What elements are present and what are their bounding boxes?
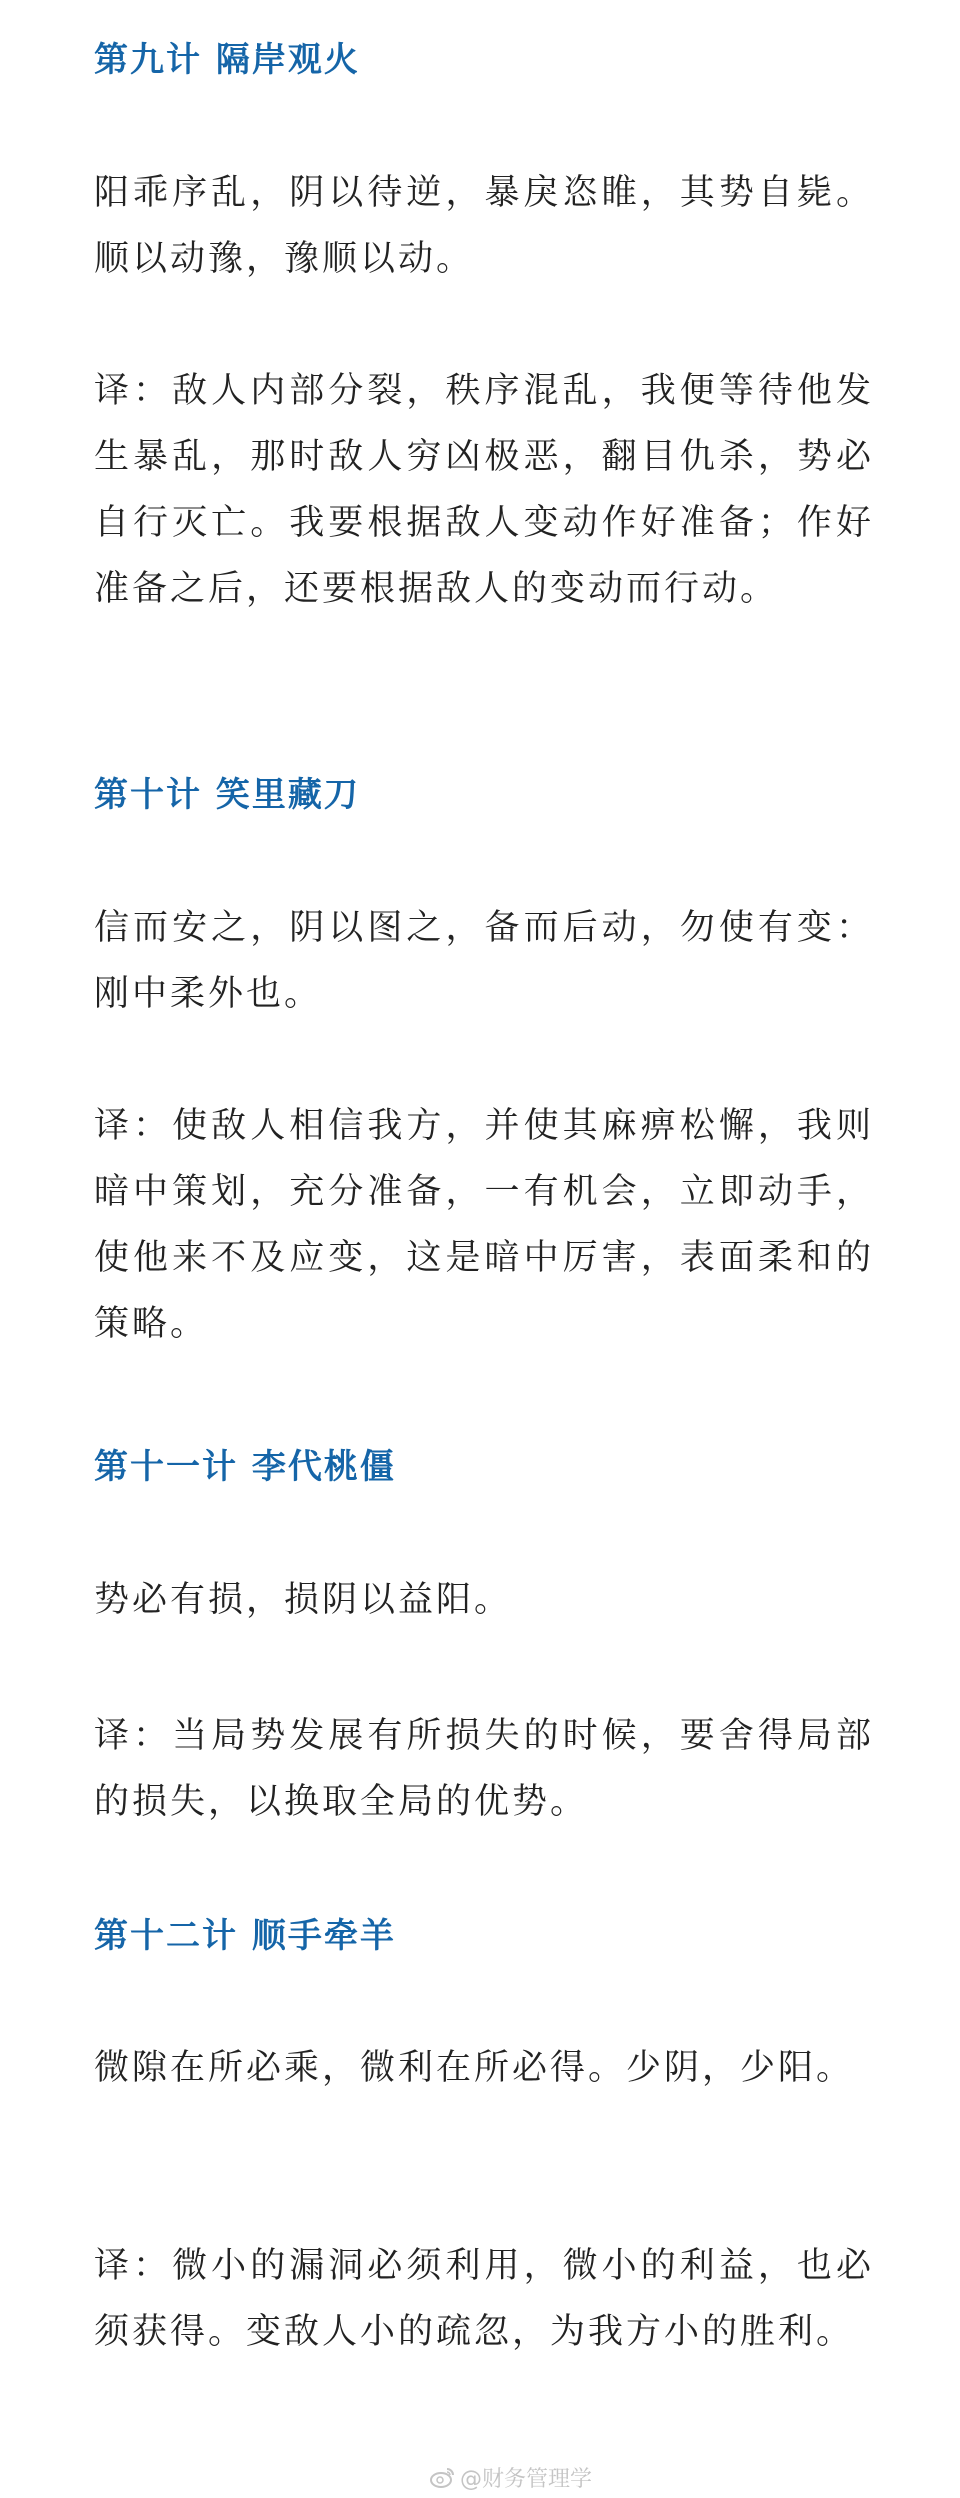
watermark — [430, 2462, 592, 2494]
section-10-translation: 译：使敌人相信我方，并使其麻痹松懈，我则暗中策划，充分准备，一有机会，立即动手，使他来不及应变，这是暗中厉害，表面柔和的策略。 — [94, 1106, 874, 1344]
section-11-translation: 译：当局势发展有所损失的时候，要舍得局部的损失，以换取全局的优势。 — [94, 1716, 874, 1822]
section-9-original: 阳乖序乱，阴以待逆，暴戾恣睢，其势自毙。顺以动豫，豫顺以动。 — [94, 173, 874, 279]
section-title-12: 第十二计 顺手牵羊 — [94, 1916, 396, 1956]
section-title-11: 第十一计 李代桃僵 — [94, 1447, 396, 1487]
section-9-translation: 译：敌人内部分裂，秩序混乱，我便等待他发生暴乱，那时敌人穷凶极恶，翻目仇杀，势必自行灭亡。我要根据敌人变动作好准备；作好准备之后，还要根据敌人的变动而行动。 — [94, 371, 874, 609]
watermark-text: @财务管理学 — [460, 2467, 593, 2492]
section-12-original: 微隙在所必乘，微利在所必得。少阴，少阳。 — [94, 2048, 855, 2088]
weibo-icon — [430, 2466, 456, 2494]
section-12-translation: 译：微小的漏洞必须利用，微小的利益，也必须获得。变敌人小的疏忽，为我方小的胜利。 — [94, 2246, 874, 2352]
section-title-9: 第九计 隔岸观火 — [94, 40, 360, 80]
section-title-10: 第十计 笑里藏刀 — [94, 775, 360, 815]
section-10-original: 信而安之，阴以图之，备而后动，勿使有变：刚中柔外也。 — [94, 908, 874, 1014]
section-11-original: 势必有损，损阴以益阳。 — [94, 1580, 513, 1620]
